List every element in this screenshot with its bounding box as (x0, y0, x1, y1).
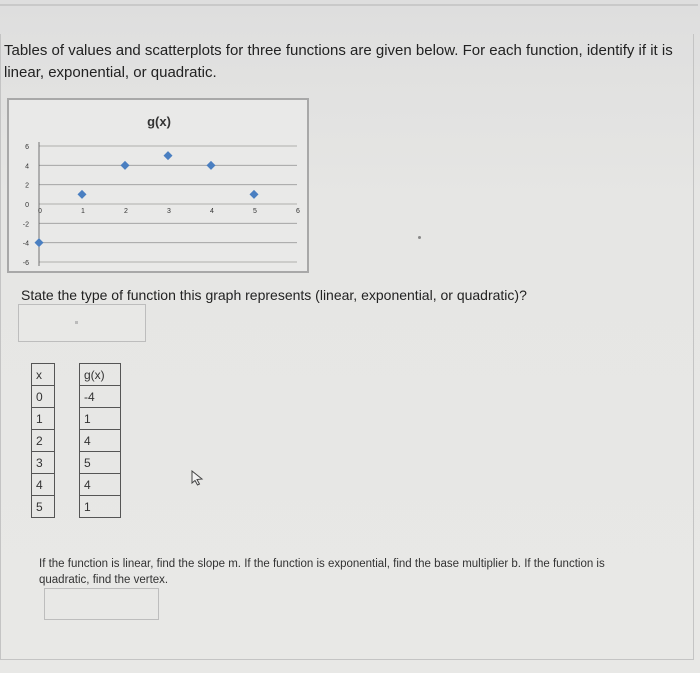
function-type-prompt: State the type of function this graph represents (linear, exponential, or quadratic)? (21, 287, 527, 303)
y-tick-label: -2 (22, 221, 29, 229)
table-gap (55, 408, 80, 430)
question-text: Tables of values and scatterplots for three functions are given below. For each function, identify if it is linear, exponential, or quadratic. (4, 42, 673, 81)
y-tick-label: -6 (22, 260, 29, 267)
data-point (35, 238, 44, 247)
x-tick-label: 1 (81, 208, 85, 215)
parameter-answer-input[interactable] (44, 588, 159, 620)
table-header-row (32, 364, 121, 386)
table-gap (55, 364, 80, 386)
values-table (31, 363, 121, 518)
table-header-gx: g(x) (80, 364, 121, 386)
table-cell-x: 5 (32, 496, 55, 518)
x-tick-label: 6 (296, 208, 300, 215)
input-caret (75, 321, 78, 324)
table-cell-x: 1 (32, 408, 55, 430)
parameter-prompt: If the function is linear, find the slope m. If the function is exponential, find the base multiplier b. If the function is quadratic, find the vertex. (39, 558, 605, 586)
table-gap (55, 474, 80, 496)
x-tick-label: 3 (167, 208, 171, 215)
mouse-cursor-icon (190, 470, 204, 486)
table-cell-gx: 1 (80, 408, 121, 430)
table-cell-x: 4 (32, 474, 55, 496)
top-divider (0, 4, 698, 6)
y-tick-label: 6 (25, 144, 29, 151)
x-tick-label: 2 (124, 208, 128, 215)
table-cell-gx: -4 (80, 386, 121, 408)
table-cell-x: 2 (32, 430, 55, 452)
x-tick-label: 4 (210, 208, 214, 215)
function-type-answer-input[interactable] (18, 304, 146, 342)
table-cell-x: 3 (32, 452, 55, 474)
table-row (32, 452, 121, 474)
data-point (250, 190, 259, 199)
table-gap (55, 496, 80, 518)
y-tick-label: 4 (25, 163, 29, 171)
table-cell-gx: 4 (80, 474, 121, 496)
table-gap (55, 452, 80, 474)
table-cell-gx: 1 (80, 496, 121, 518)
x-tick-label: 0 (38, 208, 42, 215)
chart-title: g(x) (147, 114, 171, 129)
scatterplot-chart (7, 98, 309, 273)
table-row (32, 386, 121, 408)
table-cell-gx: 5 (80, 452, 121, 474)
data-point (207, 161, 216, 170)
data-point (78, 190, 87, 199)
table-header-x: x (32, 364, 55, 386)
table-cell-x: 0 (32, 386, 55, 408)
table-row (32, 474, 121, 496)
y-tick-label: 0 (25, 202, 29, 209)
data-point (164, 151, 173, 160)
table-row (32, 408, 121, 430)
x-tick-label: 5 (253, 208, 257, 215)
table-gap (55, 386, 80, 408)
table-gap (55, 430, 80, 452)
table-cell-gx: 4 (80, 430, 121, 452)
screen-speck (418, 236, 421, 239)
table-row (32, 430, 121, 452)
y-tick-label: -4 (22, 240, 29, 248)
scatterplot-svg (9, 100, 309, 271)
data-point (121, 161, 130, 170)
table-row (32, 496, 121, 518)
y-tick-label: 2 (25, 182, 29, 190)
